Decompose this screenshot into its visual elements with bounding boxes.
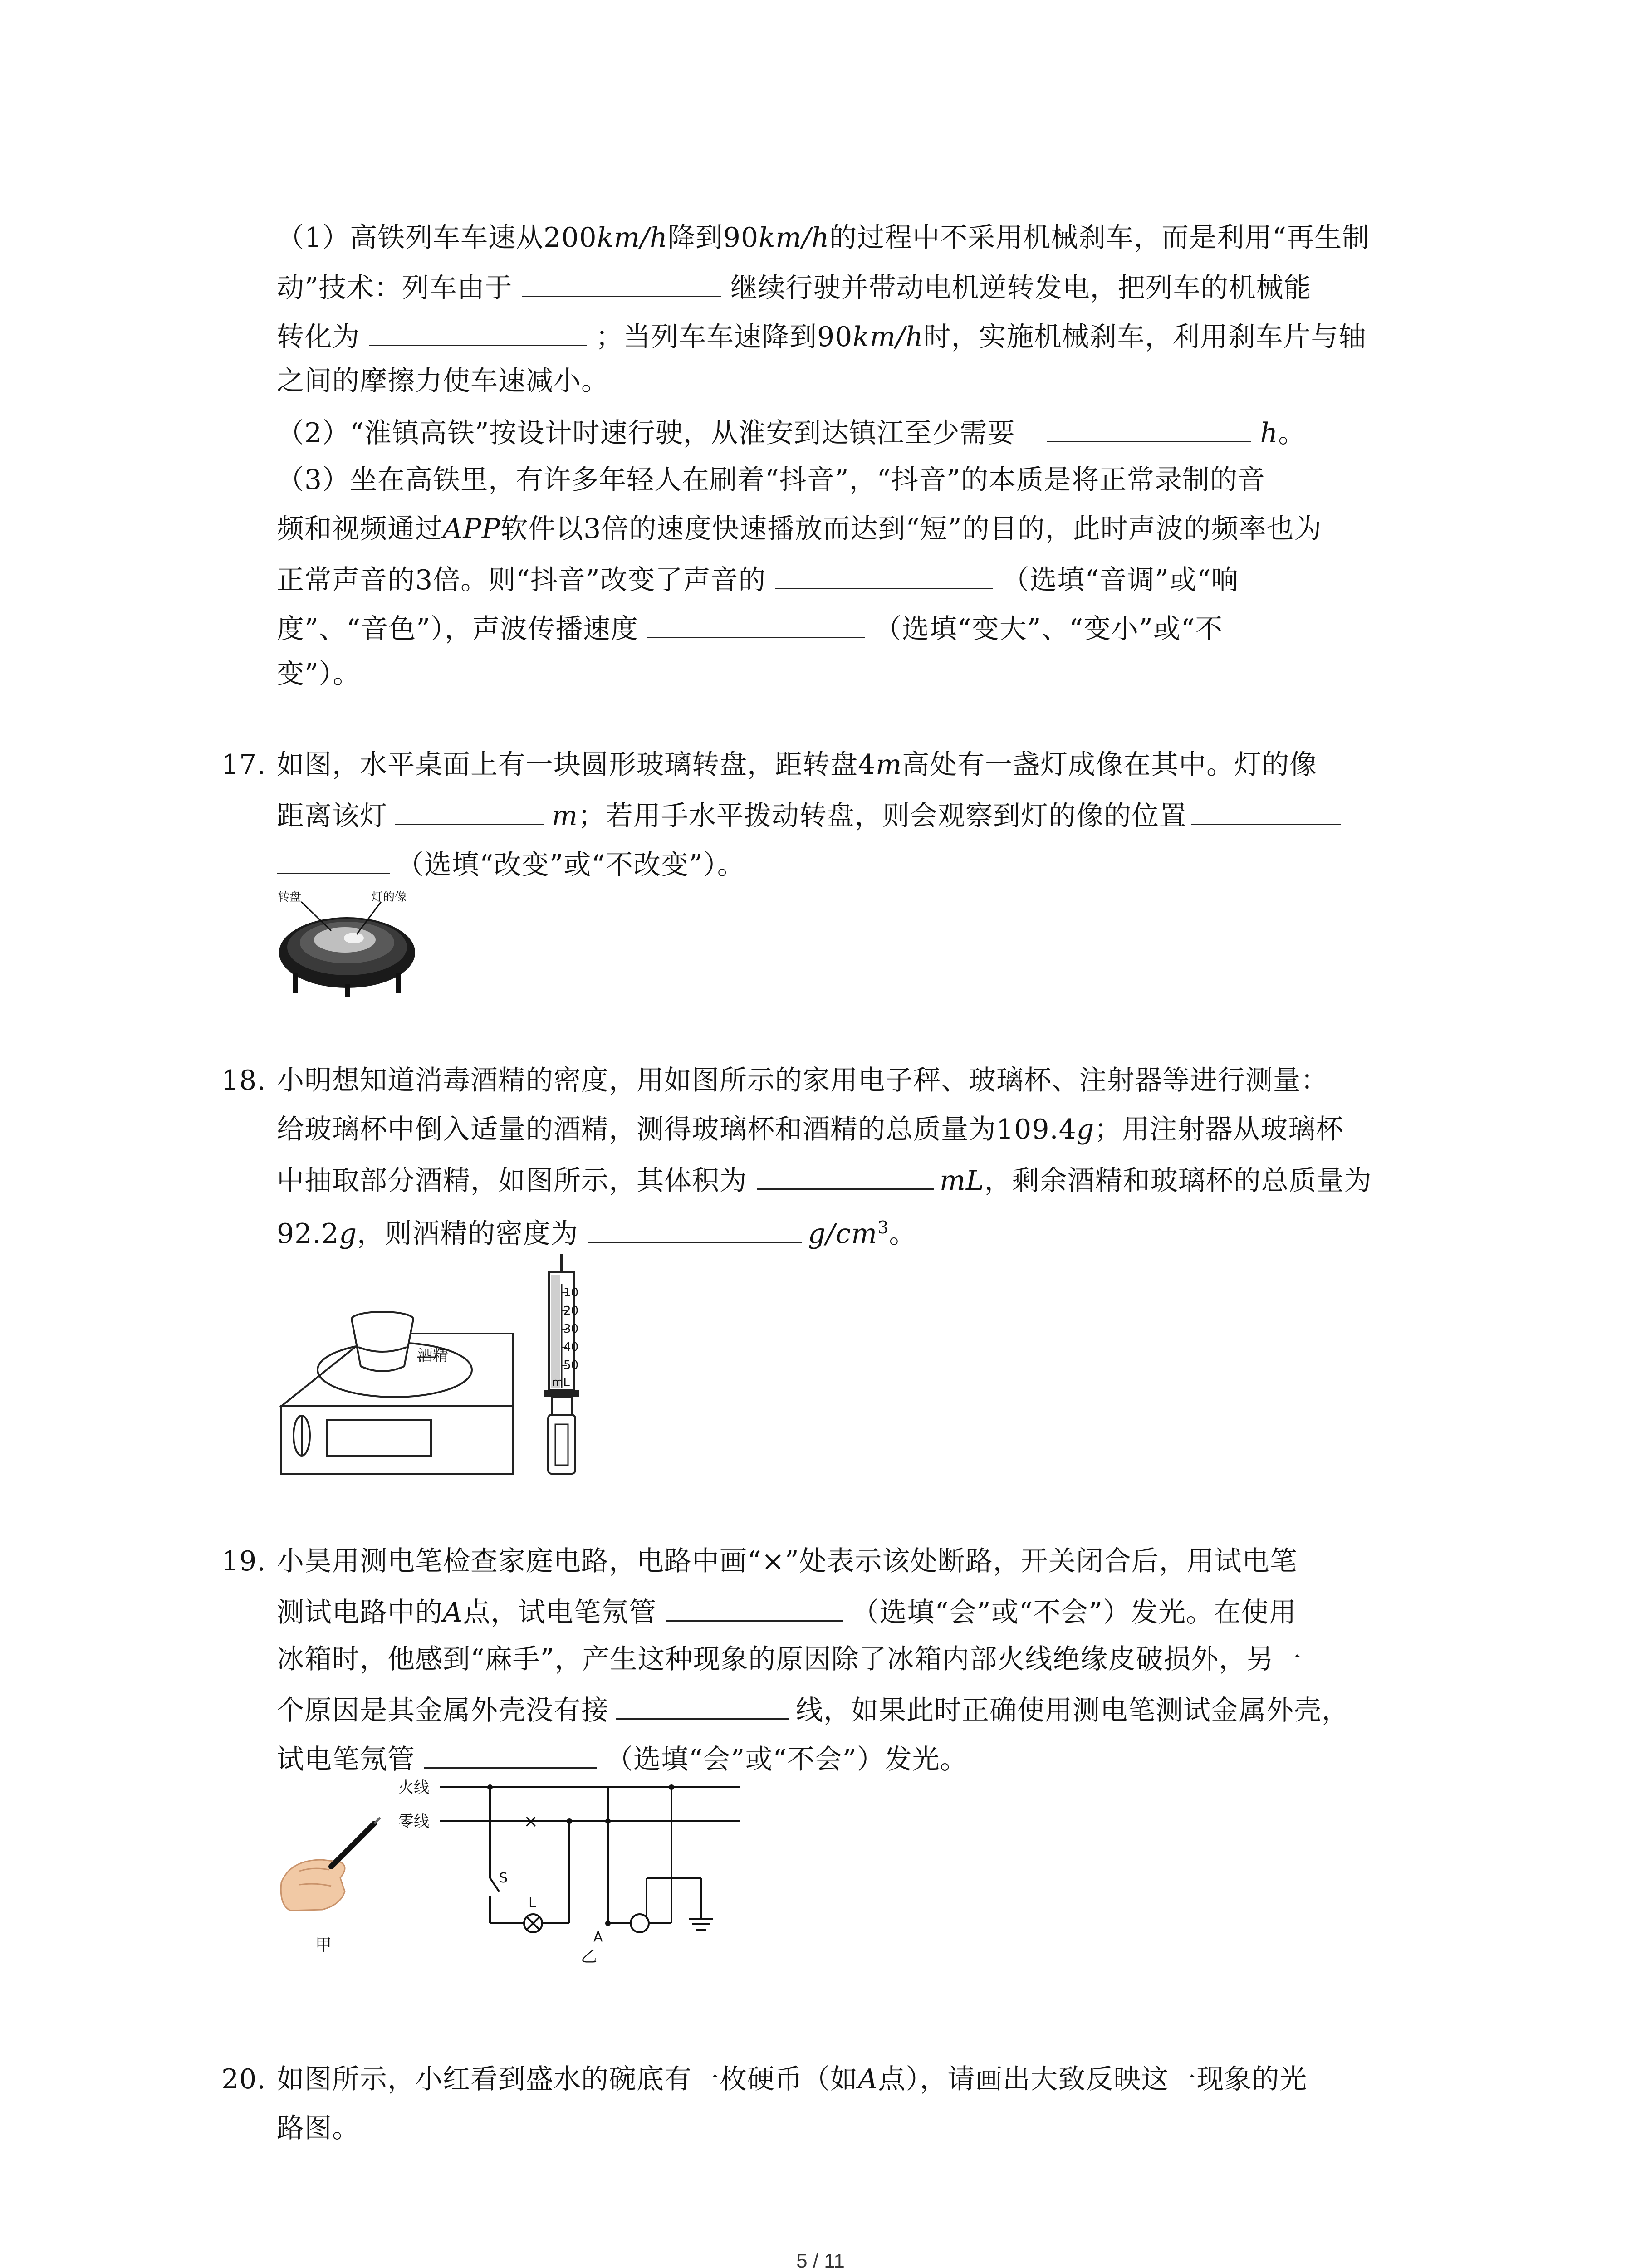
q17-line3: （选填“改变”或“不改变”）。	[277, 845, 745, 883]
syringe-unit: mL	[552, 1376, 570, 1389]
q16-part1-line3: 转化为 ；当列车车速降到90km/h时，实施机械刹车，利用刹车片与轴	[277, 317, 1366, 355]
page-number: 5 / 11	[796, 2250, 845, 2268]
figure-label-yi: 乙	[581, 1947, 598, 1966]
q18-line2: 给玻璃杯中倒入适量的酒精，测得玻璃杯和酒精的总质量为109.4g；用注射器从玻璃杯	[277, 1114, 1344, 1145]
q17-line2: 距离该灯 m；若用手水平拨动转盘，则会观察到灯的像的位置	[277, 796, 1341, 834]
q16-part3-line1: （3）坐在高铁里，有许多年轻人在刷着“抖音”，“抖音”的本质是将正常录制的音	[277, 464, 1265, 496]
q18-line1: 18. 小明想知道消毒酒精的密度，用如图所示的家用电子秤、玻璃杯、注射器等进行测量：	[221, 1062, 1328, 1099]
q18-scale-syringe-figure	[277, 1252, 612, 1490]
q19-line1: 19. 小昊用测电笔检查家庭电路，电路中画“×”处表示该处断路，开关闭合后，用试电笔	[221, 1543, 1298, 1579]
q17-line1: 17. 如图，水平桌面上有一块圆形玻璃转盘，距转盘4m高处有一盏灯成像在其中。灯的像	[221, 747, 1317, 783]
turntable-label: 转盘	[278, 890, 302, 904]
answer-blank-density[interactable]	[588, 1213, 802, 1243]
alcohol-label: 酒精	[417, 1347, 448, 1365]
figure-label-jia: 甲	[315, 1936, 332, 1955]
q16-part1-line4: 之间的摩擦力使车速减小。	[277, 365, 609, 397]
answer-blank-volume[interactable]	[757, 1160, 934, 1190]
q20-line1: 20. 如图所示，小红看到盛水的碗底有一枚硬币（如A点），请画出大致反映这一现象的光	[221, 2061, 1307, 2097]
syringe-tick-20: 20	[563, 1304, 579, 1318]
answer-blank-pitch[interactable]	[775, 560, 993, 589]
q16-part3-line2: 频和视频通过APP软件以3倍的速度快速播放而达到“短”的目的，此时声波的频率也为	[277, 513, 1322, 545]
answer-blank-energy[interactable]	[369, 317, 587, 346]
answer-blank-distance[interactable]	[395, 796, 544, 825]
q20-line2: 路图。	[277, 2112, 360, 2144]
q18-line3: 中抽取部分酒精，如图所示，其体积为 mL，剩余酒精和玻璃杯的总质量为	[277, 1160, 1372, 1199]
q16-part1-line2: 动”技术：列车由于 继续行驶并带动电机逆转发电，把列车的机械能	[277, 268, 1312, 306]
q19-line4: 个原因是其金属外壳没有接 线，如果此时正确使用测电笔测试金属外壳，	[277, 1690, 1349, 1729]
question-number-20: 20.	[221, 2063, 266, 2095]
lamp-label: L	[529, 1895, 536, 1911]
neutral-wire-label: 零线	[398, 1813, 429, 1831]
lamp-image-label: 灯的像	[371, 890, 407, 904]
syringe-tick-30: 30	[563, 1322, 579, 1336]
live-wire-label: 火线	[398, 1779, 429, 1797]
syringe-tick-40: 40	[563, 1340, 579, 1354]
syringe	[544, 1254, 579, 1474]
syringe-tick-10: 10	[563, 1286, 579, 1300]
answer-blank-neon-b[interactable]	[424, 1739, 597, 1769]
syringe-tick-50: 50	[563, 1359, 579, 1372]
question-number-19: 19.	[221, 1545, 266, 1577]
q16-part3-line3: 正常声音的3倍。则“抖音”改变了声音的 （选填“音调”或“响	[277, 560, 1239, 598]
switch-label: S	[499, 1870, 508, 1886]
q16-part2-line: （2）“淮镇高铁”按设计时速行驶，从淮安到达镇江至少需要 h。	[277, 413, 1306, 451]
q19-line5: 试电笔氖管 （选填“会”或“不会”）发光。	[277, 1739, 968, 1778]
glass-cup	[352, 1312, 413, 1371]
break-mark: ×	[524, 1811, 538, 1831]
q16-part3-line5: 变”）。	[277, 658, 361, 690]
answer-blank-ground[interactable]	[616, 1690, 789, 1720]
answer-blank-position-a[interactable]	[1191, 796, 1341, 825]
answer-blank-position-b[interactable]	[277, 845, 390, 874]
answer-blank-neon-a[interactable]	[666, 1592, 843, 1622]
question-number-17: 17.	[221, 749, 266, 781]
q16-part3-line4: 度”、“音色”），声波传播速度 （选填“变大”、“变小”或“不	[277, 609, 1223, 647]
q19-line2: 测试电路中的A点，试电笔氖管 （选填“会”或“不会”）发光。在使用	[277, 1592, 1297, 1631]
answer-blank-speed[interactable]	[647, 609, 865, 638]
point-a-label: A	[593, 1929, 603, 1945]
q17-turntable-figure	[277, 889, 422, 1000]
answer-blank-time[interactable]	[1047, 413, 1251, 442]
question-number-18: 18.	[221, 1065, 266, 1096]
q19-line3: 冰箱时，他感到“麻手”，产生这种现象的原因除了冰箱内部火线绝缘皮破损外，另一	[277, 1643, 1302, 1675]
q16-part1-line1: （1）高铁列车车速从200km/h降到90km/h的过程中不采用机械刹车，而是利用“再生制	[277, 222, 1370, 254]
q18-line4: 92.2g，则酒精的密度为 $g/cm^3$。	[277, 1209, 916, 1252]
household-circuit	[440, 1787, 740, 1932]
q19-circuit-figure	[272, 1769, 753, 1970]
hand-test-pencil	[281, 1818, 380, 1911]
answer-blank-inertia[interactable]	[522, 268, 721, 297]
